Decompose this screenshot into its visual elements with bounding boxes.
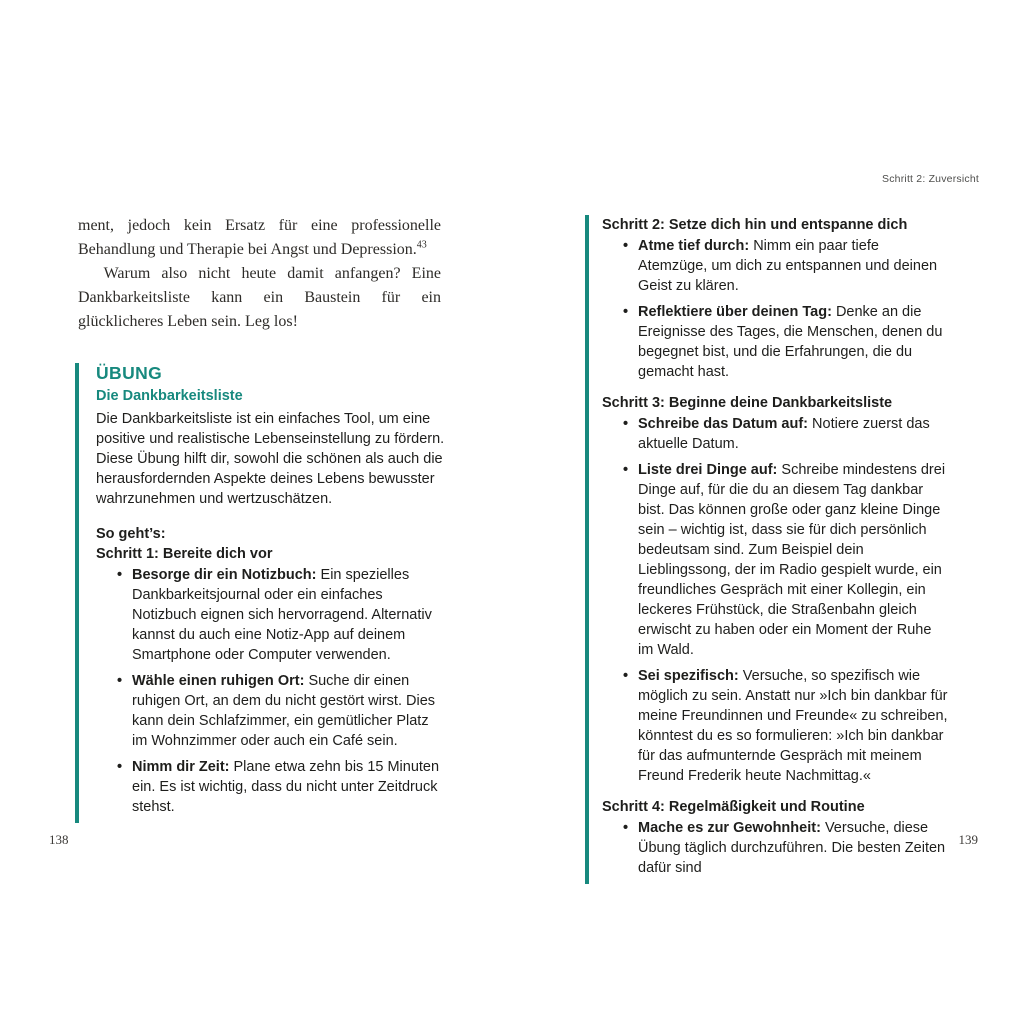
bullet-text: Ein spezielles Dankbarkeitsjournal oder ein einfaches Notizbuch eignen sich hervorragend. Alternativ kannst du auch eine Notiz-App auf deinem Smartphone oder Computer verwenden. [132, 567, 432, 663]
list-item [117, 757, 447, 817]
bullet-label: Schreibe das Datum auf: [638, 416, 809, 432]
bullet-label: Nimm dir Zeit: [132, 759, 230, 775]
running-header: Schritt 2: Zuversicht [882, 173, 979, 185]
list-item [623, 460, 949, 660]
bullet-text: Versuche, so spezifisch wie möglich zu sein. Anstatt nur »Ich bin dankbar für meine Freundinnen und Freunde« zu schreiben, könntest du es so formulieren: »Ich bin dankbar für das aufmunternde Gespräch mit meinem Freund Frederik heute Nachmittag.« [638, 668, 948, 784]
list-item [623, 236, 949, 296]
bullet-text: Denke an die Ereignisse des Tages, die Menschen, denen du begegnet bist, und die Erfahrungen, die du gemacht hast. [638, 304, 943, 380]
step1-heading: Schritt 1: Bereite dich vor [96, 546, 273, 562]
page-number-left: 138 [49, 832, 69, 847]
bullet-text: Schreibe mindestens drei Dinge auf, für die du an diesem Tag dankbar bist. Das können große oder ganz kleine Dinge sein – wichtig ist, dass sie für dich persönlich bedeutsam sind. Zum Beispiel dein Lieblingssong, der im Radio gespielt wurde, ein freundliches Gespräch mit einer Kollegin, ein leckeres Frühstück, die Straßenbahn gleich erwischt zu haben oder ein Moment der Ruhe im Wald. [638, 462, 946, 658]
intro-paragraph-1 [78, 214, 441, 262]
exercise-description: Die Dankbarkeitsliste ist ein einfaches Tool, um eine positive und realistische Lebenseinstellung zu fördern. Diese Übung hilft dir, sowohl die schönen als auch die herausfordernden Aspekte deines Lebens bewusster wahrzunehmen und wertzuschätzen. [96, 411, 445, 507]
bullet-text: Versuche, diese Übung täglich durchzuführen. Die besten Zeiten dafür sind [638, 820, 946, 876]
intro-text-block [78, 214, 441, 334]
step1-bullet-list [96, 565, 447, 817]
list-item [623, 818, 949, 878]
bullet-label: Besorge dir ein Notizbuch: [132, 567, 317, 583]
bullet-label: Atme tief durch: [638, 238, 750, 254]
list-item [117, 565, 447, 665]
bullet-label: Sei spezifisch: [638, 668, 739, 684]
bullet-label: Reflektiere über deinen Tag: [638, 304, 832, 320]
exercise-kicker: ÜBUNG [96, 363, 163, 383]
exercise-title: Die Dankbarkeitsliste [96, 388, 243, 404]
exercise-box-right [585, 215, 949, 884]
footnote-marker: 43 [416, 239, 427, 251]
bullet-text: Plane etwa zehn bis 15 Minuten ein. Es ist wichtig, dass du nicht unter Zeitdruck stehst. [132, 759, 440, 815]
list-item [117, 671, 447, 751]
page-number-right: 139 [958, 832, 978, 847]
bullet-text: Nimm ein paar tiefe Atemzüge, um dich zu entspannen und deinen Geist zu klären. [638, 238, 938, 294]
list-item [623, 302, 949, 382]
step3-bullet-list [602, 414, 949, 786]
exercise-box-left [75, 363, 447, 823]
bullet-label: Liste drei Dinge auf: [638, 462, 778, 478]
bullet-label: Mache es zur Gewohnheit: [638, 820, 821, 836]
list-item [623, 414, 949, 454]
step2-bullet-list [602, 236, 949, 382]
bullet-text: Suche dir einen ruhigen Ort, an dem du nicht gestört wirst. Dies kann dein Schlafzimmer, ein gemütlicher Platz im Wohnzimmer oder auch ein Café sein. [132, 673, 436, 749]
step2-heading: Schritt 2: Setze dich hin und entspanne dich [602, 217, 908, 233]
step4-bullet-list [602, 818, 949, 878]
bullet-text: Notiere zuerst das aktuelle Datum. [638, 416, 930, 452]
how-to-label: So geht’s: [96, 526, 166, 542]
list-item [623, 666, 949, 786]
step3-heading: Schritt 3: Beginne deine Dankbarkeitsliste [602, 395, 893, 411]
intro-paragraph-1-text: ment, jedoch kein Ersatz für eine professionelle Behandlung und Therapie bei Angst und Depression. [78, 217, 441, 258]
step4-heading: Schritt 4: Regelmäßigkeit und Routine [602, 799, 865, 815]
bullet-label: Wähle einen ruhigen Ort: [132, 673, 305, 689]
intro-paragraph-2: Warum also nicht heute damit anfangen? Eine Dankbarkeitsliste kann ein Baustein für ein glücklicheres Leben sein. Leg los! [78, 265, 441, 330]
